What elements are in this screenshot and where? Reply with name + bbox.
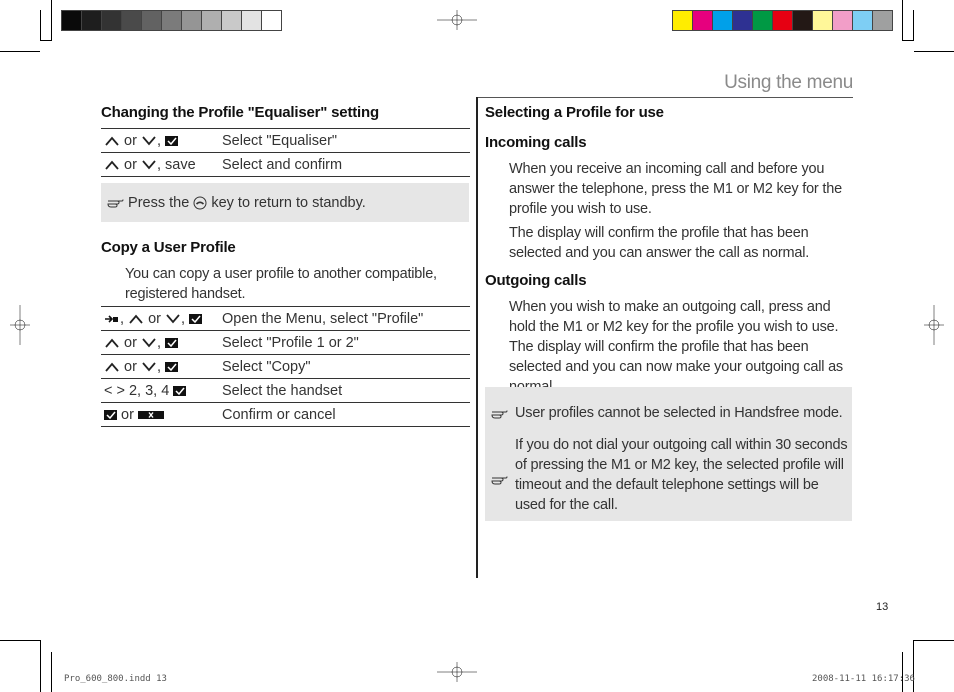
gray-swatch [102, 11, 122, 30]
key-cell: or , [101, 129, 219, 153]
action-cell: Select the handset [219, 379, 470, 403]
header-rule [477, 97, 853, 98]
action-cell: Select and confirm [219, 153, 470, 177]
registration-mark-left [0, 305, 40, 345]
key-cell: < > 2, 3, 4 [101, 379, 219, 403]
slug-timestamp: 2008-11-11 16:17:36 [812, 674, 915, 684]
note-box-standby: Press the key to return to standby. [101, 183, 469, 222]
registration-mark-right [914, 305, 954, 345]
ok-softkey-icon [104, 410, 117, 420]
note-box-profiles [485, 387, 852, 521]
end-call-icon [193, 196, 207, 210]
table-row [101, 379, 470, 403]
gray-swatch [82, 11, 102, 30]
copy-profile-intro: You can copy a user profile to another compatible, registered handset. [125, 266, 437, 302]
color-swatch [693, 11, 713, 30]
key-cell: or , [101, 331, 219, 355]
color-swatch [813, 11, 833, 30]
up-arrow-icon [128, 313, 144, 325]
key-cell: or , [101, 355, 219, 379]
gray-swatch [202, 11, 222, 30]
action-cell: Open the Menu, select "Profile" [219, 307, 470, 331]
incoming-calls-paragraph-2: The display will confirm the profile that has been selected and you can answer the call as normal. [509, 225, 810, 261]
subheading-outgoing-calls: Outgoing calls [485, 272, 587, 289]
table-row [101, 403, 470, 427]
gray-swatch [182, 11, 202, 30]
up-arrow-icon [104, 135, 120, 147]
table-row [101, 307, 470, 331]
section-heading-copy-profile: Copy a User Profile [101, 239, 236, 256]
page-number: 13 [876, 601, 889, 613]
down-arrow-icon [141, 361, 157, 373]
note-timeout: If you do not dial your outgoing call within 30 seconds of pressing the M1 or M2 key, the selected profile will timeout and the default telephone settings will be used for the call. [515, 437, 848, 513]
key-cell: , or , [101, 307, 219, 331]
up-arrow-icon [104, 159, 120, 171]
color-swatch [793, 11, 813, 30]
equaliser-steps-table [101, 128, 470, 177]
section-heading-selecting-profile: Selecting a Profile for use [485, 104, 664, 121]
subheading-incoming-calls: Incoming calls [485, 134, 587, 151]
action-cell: Select "Equaliser" [219, 129, 470, 153]
color-swatch [673, 11, 693, 30]
color-swatch [753, 11, 773, 30]
pointing-hand-icon [107, 196, 124, 210]
action-cell: Confirm or cancel [219, 403, 470, 427]
gray-swatch [62, 11, 82, 30]
gray-swatch [222, 11, 242, 30]
column-divider [476, 97, 478, 578]
ok-softkey-icon [189, 314, 202, 324]
gray-swatch [242, 11, 262, 30]
key-cell: or [101, 403, 219, 427]
pointing-hand-icon [491, 407, 508, 421]
note-handsfree: User profiles cannot be selected in Handsfree mode. [515, 405, 843, 421]
incoming-calls-paragraph-1: When you receive an incoming call and before you answer the telephone, press the M1 or M2 key for the profile you wish to use. [509, 161, 842, 217]
menu-key-icon [104, 313, 120, 325]
pointing-hand-icon [491, 473, 508, 487]
down-arrow-icon [141, 159, 157, 171]
color-swatch [853, 11, 873, 30]
registration-mark-top [437, 0, 477, 40]
ok-softkey-icon [165, 338, 178, 348]
registration-mark-bottom [437, 652, 477, 692]
table-row [101, 153, 470, 177]
cancel-softkey-icon [138, 411, 164, 419]
copy-profile-steps-table [101, 306, 470, 427]
color-swatch [773, 11, 793, 30]
ok-softkey-icon [165, 362, 178, 372]
slug-file-info: Pro_600_800.indd 13 [64, 674, 167, 684]
grayscale-color-bar [61, 10, 282, 31]
color-swatch [733, 11, 753, 30]
up-arrow-icon [104, 337, 120, 349]
ok-softkey-icon [173, 386, 186, 396]
gray-swatch [122, 11, 142, 30]
process-color-bar [672, 10, 893, 31]
down-arrow-icon [141, 337, 157, 349]
gray-swatch [162, 11, 182, 30]
up-arrow-icon [104, 361, 120, 373]
gray-swatch [262, 11, 281, 30]
down-arrow-icon [141, 135, 157, 147]
color-swatch [833, 11, 853, 30]
table-row [101, 129, 470, 153]
section-heading-equaliser: Changing the Profile "Equaliser" setting [101, 104, 379, 121]
color-swatch [873, 11, 892, 30]
action-cell: Select "Profile 1 or 2" [219, 331, 470, 355]
down-arrow-icon [165, 313, 181, 325]
ok-softkey-icon [165, 136, 178, 146]
outgoing-calls-paragraph: When you wish to make an outgoing call, press and hold the M1 or M2 key for the profile you wish to use. The display will confirm the profile that has been selected and you can now make your outgoing call as [509, 299, 843, 375]
table-row [101, 355, 470, 379]
gray-swatch [142, 11, 162, 30]
key-cell: or , save [101, 153, 219, 177]
action-cell: Select "Copy" [219, 355, 470, 379]
page-title: Using the menu [724, 72, 853, 93]
color-swatch [713, 11, 733, 30]
table-row [101, 331, 470, 355]
